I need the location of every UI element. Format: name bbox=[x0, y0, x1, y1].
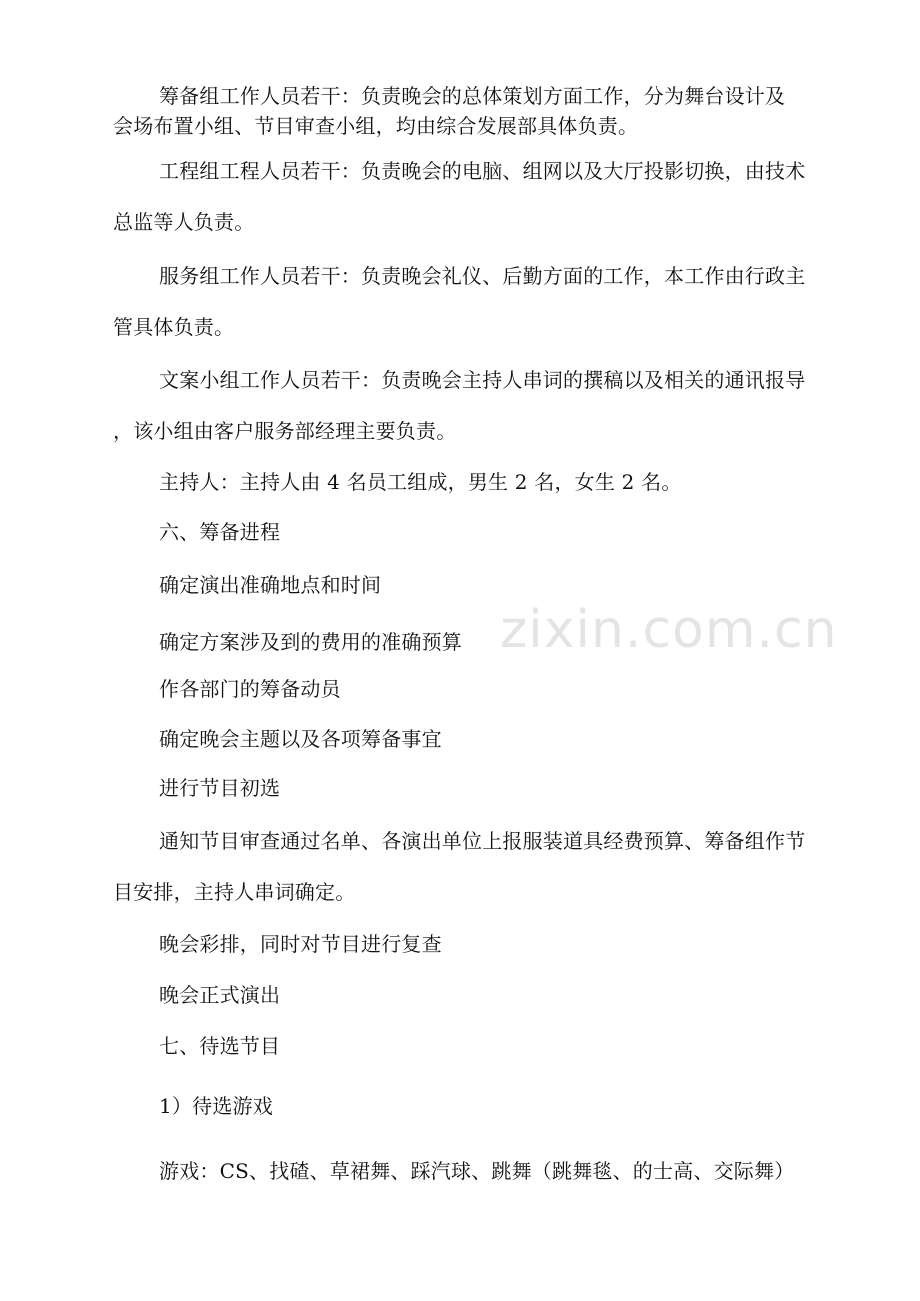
list-item: 晚会正式演出 bbox=[159, 983, 281, 1007]
paragraph-line: 服务组工作人员若干：负责晚会礼仪、后勤方面的工作，本工作由行政主 bbox=[159, 264, 806, 288]
section-heading: 六、筹备进程 bbox=[159, 520, 281, 544]
paragraph-line: 文案小组工作人员若干：负责晚会主持人串词的撰稿以及相关的通讯报导 bbox=[159, 368, 806, 392]
list-item: 确定晚会主题以及各项筹备事宜 bbox=[159, 727, 442, 751]
paragraph-line: 管具体负责。 bbox=[113, 315, 235, 339]
list-item: 晚会彩排，同时对节目进行复查 bbox=[159, 932, 442, 956]
paragraph-line: 总监等人负责。 bbox=[113, 210, 255, 234]
list-item: 确定方案涉及到的费用的准确预算 bbox=[159, 630, 462, 654]
list-item: 通知节目审查通过名单、各演出单位上报服装道具经费预算、筹备组作节 bbox=[159, 829, 806, 853]
section-heading: 七、待选节目 bbox=[159, 1034, 281, 1058]
paragraph-line: ，该小组由客户服务部经理主要负责。 bbox=[113, 419, 457, 443]
list-item: 确定演出准确地点和时间 bbox=[159, 573, 382, 597]
list-item: 进行节目初选 bbox=[159, 776, 281, 800]
watermark-text: zixin.com.cn bbox=[500, 600, 838, 660]
paragraph-line: 工程组工程人员若干：负责晚会的电脑、组网以及大厅投影切换，由技术 bbox=[159, 159, 806, 183]
paragraph-line: 筹备组工作人员若干：负责晚会的总体策划方面工作，分为舞台设计及 bbox=[159, 84, 786, 108]
paragraph-line: 会场布置小组、节目审查小组，均由综合发展部具体负责。 bbox=[113, 114, 639, 138]
list-item: 作各部门的筹备动员 bbox=[159, 677, 341, 701]
list-item: 目安排，主持人串词确定。 bbox=[113, 880, 356, 904]
paragraph-line: 游戏：CS、找碴、草裙舞、踩汽球、跳舞（跳舞毯、的士高、交际舞） bbox=[159, 1159, 795, 1183]
subsection-heading: 1）待选游戏 bbox=[159, 1094, 273, 1118]
paragraph-line: 主持人：主持人由 4 名员工组成，男生 2 名，女生 2 名。 bbox=[159, 470, 682, 494]
